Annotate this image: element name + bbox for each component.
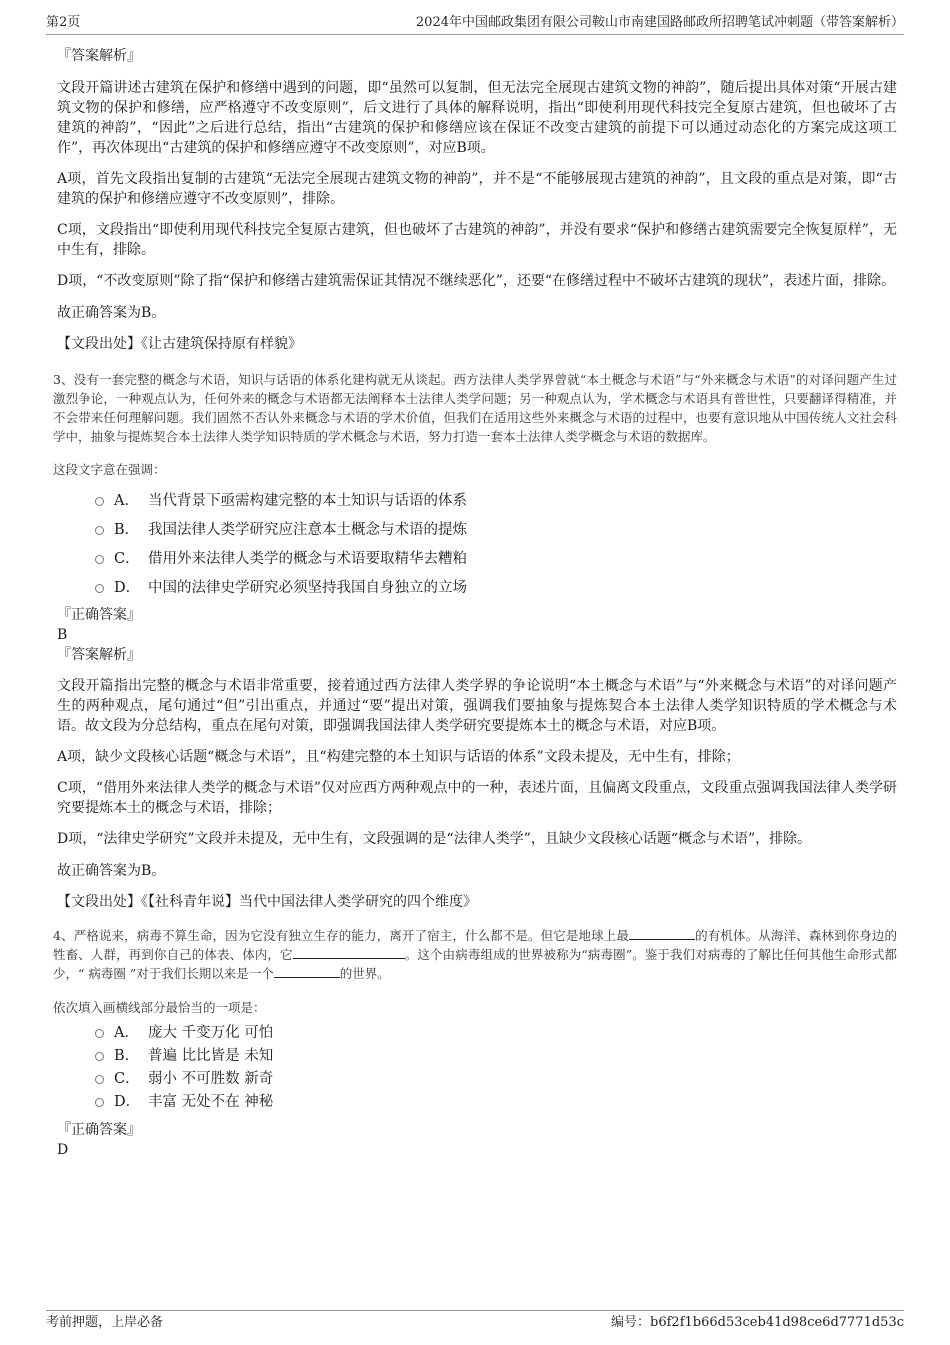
fill-blank — [274, 965, 340, 978]
radio-icon[interactable] — [95, 526, 104, 535]
document-title: 2024年中国邮政集团有限公司鞍山市南建国路邮政所招聘笔试冲刺题（带答案解析） — [415, 15, 904, 30]
fill-blank — [293, 946, 405, 959]
q2-analysis-label: 『答案解析』 — [57, 48, 141, 64]
q4-stem-part: 的有机体。从海洋、森林到你身边的牲畜、人群，再到你自己的体表、体内，它 — [53, 928, 897, 962]
q3-options — [95, 487, 897, 603]
page-header — [46, 12, 904, 35]
q3-analysis-label: 『答案解析』 — [57, 647, 141, 663]
option-letter: D． — [114, 1094, 141, 1110]
q3-option-a[interactable] — [95, 487, 897, 516]
option-text: 普遍 比比皆是 未知 — [148, 1048, 274, 1064]
option-text: 借用外来法律人类学的概念与术语要取精华去糟粕 — [148, 551, 467, 567]
q3-conclusion: 故正确答案为B。 — [57, 863, 166, 879]
option-letter: A． — [114, 493, 139, 509]
q3-analysis-p2: A项，缺少文段核心话题“概念与术语”，且“构建完整的本土知识与话语的体系”文段未提及，无中生有，排除； — [57, 749, 740, 765]
page-footer — [46, 1310, 904, 1333]
option-text: 弱小 不可胜数 新奇 — [148, 1071, 274, 1087]
q2-analysis-p2: A项，首先文段指出复制的古建筑“无法完全展现古建筑文物的神韵”，并不是“不能够展现古建筑的神韵”，且文段的重点是对策，即“古建筑的保护和修缮应遵守不改变原则”，排除。 — [57, 171, 897, 207]
page-number: 第2页 — [46, 15, 81, 30]
radio-icon[interactable] — [95, 497, 104, 506]
q2-analysis-p1: 文段开篇讲述古建筑在保护和修缮中遇到的问题，即“虽然可以复制，但无法完全展现古建筑文物的神韵”，随后提出具体对策“开展古建筑文物的保护和修缮，应严格遵守不改变原则”，后文进行了具体的解释说明，指出“即使利用现代科技完全复原古建筑，但也破坏了古建筑的神韵”，“因此”之后进行总结，指出“古建筑的保护和修缮应该在保证不改变古建筑的前提下可以通过动态化的方案完成这项工作”，再次体现出“古建筑的保护和修缮应遵守不改变原则”，对应B项。 — [57, 80, 897, 156]
q4-stem — [53, 926, 897, 983]
q3-prompt: 这段文字意在强调： — [53, 462, 166, 477]
option-text: 庞大 千变万化 可怕 — [148, 1025, 274, 1041]
q3-answer: B — [57, 627, 68, 643]
q4-option-b[interactable] — [95, 1045, 897, 1068]
q3-analysis-p1: 文段开篇指出完整的概念与术语非常重要，接着通过西方法律人类学界的争论说明“本土概念与术语”与“外来概念与术语”的对译问题产生的两种观点，尾句通过“但”引出重点，并通过“要”提出对策，强调我们要抽象与提炼契合本土法律人类学知识特质的学术概念与术语。故文段为分总结构，重点在尾句对策，即强调我国法律人类学研究要提炼本土的概念与术语，对应B项。 — [57, 678, 897, 734]
radio-icon[interactable] — [95, 555, 104, 564]
option-letter: D． — [114, 580, 141, 596]
radio-icon[interactable] — [95, 1098, 104, 1107]
q3-option-d[interactable] — [95, 574, 897, 603]
q4-option-a[interactable] — [95, 1022, 897, 1045]
q4-stem-part: 的世界。 — [339, 966, 390, 981]
q2-analysis-p3: C项，文段指出“即使利用现代科技完全复原古建筑，但也破坏了古建筑的神韵”，并没有要求“保护和修缮古建筑需要完全恢复原样”，无中生有，排除。 — [57, 222, 897, 258]
q3-stem: 3、没有一套完整的概念与术语，知识与话语的体系化建构就无从谈起。西方法律人类学界曾就“本土概念与术语”与“外来概念与术语”的对译问题产生过激烈争论，一种观点认为，任何外来的概念与术语都无法阐释本土法律人类学问题；另一种观点认为，学术概念与术语具有普世性，只要翻译得精准，并不会带来任何理解问题。我们固然不否认外来概念与术语的学术价值，但我们在适用这些外来概念与术语的过程中，也要有意识地从中国传统人文社会科学中，抽象与提炼契合本土法律人类学知识特质的学术概念与术语，努力打造一套本土法律人类学概念与术语的数据库。 — [53, 372, 897, 444]
radio-icon[interactable] — [95, 1029, 104, 1038]
footer-slogan: 考前押题，上岸必备 — [46, 1315, 164, 1330]
option-text: 中国的法律史学研究必须坚持我国自身独立的立场 — [148, 580, 467, 596]
option-text: 丰富 无处不在 神秘 — [148, 1094, 274, 1110]
q3-answer-label: 『正确答案』 — [57, 607, 141, 623]
q4-option-c[interactable] — [95, 1068, 897, 1091]
radio-icon[interactable] — [95, 584, 104, 593]
option-letter: C． — [114, 1071, 140, 1087]
q4-options — [95, 1022, 897, 1114]
q4-answer-label: 『正确答案』 — [57, 1122, 141, 1138]
q2-analysis-p4: D项，“不改变原则”除了指“保护和修缮古建筑需保证其情况不继续恶化”，还要“在修缮过程中不破坏古建筑的现状”，表述片面，排除。 — [57, 273, 896, 289]
document-id: 编号：b6f2f1b66d53ceb41d98ce6d7771d53c — [611, 1315, 904, 1330]
option-text: 当代背景下亟需构建完整的本土知识与话语的体系 — [148, 493, 467, 509]
option-letter: B． — [114, 1048, 140, 1064]
q3-option-c[interactable] — [95, 545, 897, 574]
option-letter: C． — [114, 551, 140, 567]
fill-blank — [629, 927, 695, 940]
q4-answer: D — [57, 1142, 69, 1158]
radio-icon[interactable] — [95, 1052, 104, 1061]
q4-option-d[interactable] — [95, 1091, 897, 1114]
q3-source: 【文段出处】《【社科青年说】当代中国法律人类学研究的四个维度》 — [57, 894, 477, 910]
q3-analysis-p3: C项，“借用外来法律人类学的概念与术语”仅对应西方两种观点中的一种，表述片面，且偏离文段重点，文段重点强调我国法律人类学研究要提炼本土的概念与术语，排除； — [57, 780, 897, 816]
option-letter: A． — [114, 1025, 139, 1041]
page-content — [53, 46, 897, 1160]
q4-stem-part: 。这个由病毒组成的世界被称为“病毒圈”。鉴于我们对病毒的了解比任何其他生命形式都少，“ 病毒圈 ”对于我们长期以来是一个 — [53, 947, 897, 981]
q2-source: 【文段出处】《让古建筑保持原有样貌》 — [57, 336, 302, 352]
radio-icon[interactable] — [95, 1075, 104, 1084]
option-letter: B． — [114, 522, 140, 538]
q2-conclusion: 故正确答案为B。 — [57, 305, 166, 321]
q4-prompt: 依次填入画横线部分最恰当的一项是： — [53, 1000, 266, 1015]
option-text: 我国法律人类学研究应注意本土概念与术语的提炼 — [148, 522, 467, 538]
q3-analysis-p4: D项，“法律史学研究”文段并未提及，无中生有，文段强调的是“法律人类学”，且缺少文段核心话题“概念与术语”，排除。 — [57, 831, 812, 847]
q4-stem-part: 4、严格说来，病毒不算生命，因为它没有独立生存的能力，离开了宿主，什么都不是。但它是地球上最 — [53, 928, 630, 943]
q3-option-b[interactable] — [95, 516, 897, 545]
